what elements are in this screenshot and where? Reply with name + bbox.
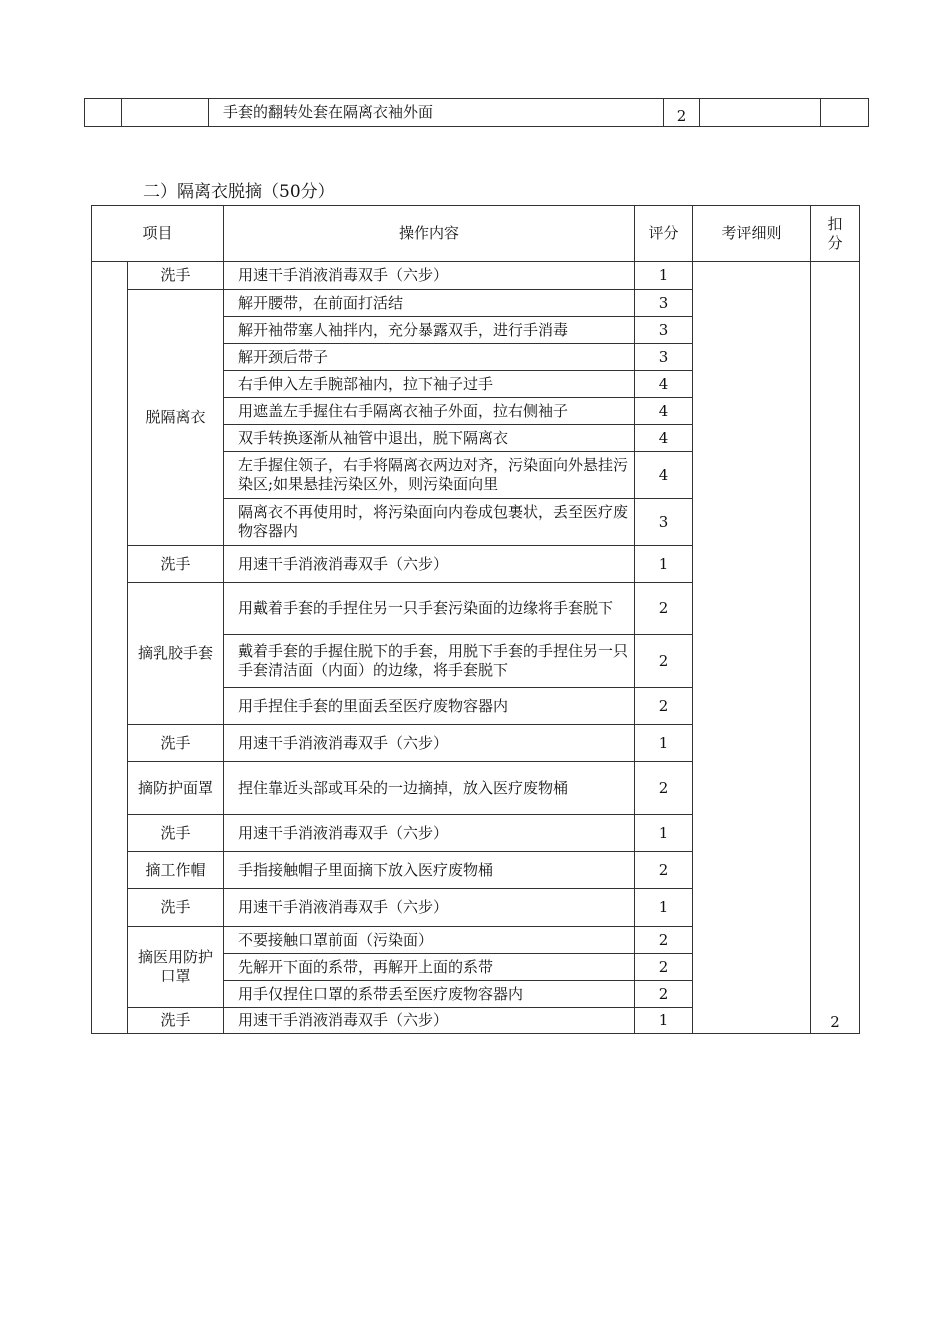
score-cell: 3	[635, 317, 693, 344]
score-cell: 1	[635, 262, 693, 290]
operation-content: 左手握住领子，右手将隔离衣两边对齐，污染面向外悬挂污染区;如果悬挂污染区外，则污染面向里	[224, 452, 635, 499]
operation-content: 右手伸入左手腕部袖内，拉下袖子过手	[224, 371, 635, 398]
item-name-cell: 摘工作帽	[128, 852, 224, 889]
operation-content: 用遮盖左手握住右手隔离衣袖子外面，拉右侧袖子	[224, 398, 635, 425]
score-cell: 2	[635, 583, 693, 635]
operation-content: 不要接触口罩前面（污染面）	[224, 927, 635, 954]
score-cell: 2	[635, 852, 693, 889]
operation-content: 用速干手消液消毒双手（六步）	[224, 815, 635, 852]
empty-cell	[122, 99, 209, 127]
empty-cell	[821, 99, 869, 127]
deduct-cell	[811, 262, 860, 1034]
operation-content: 用速干手消液消毒双手（六步）	[224, 546, 635, 583]
score-cell: 2	[635, 981, 693, 1008]
operation-content: 手指接触帽子里面摘下放入医疗废物桶	[224, 852, 635, 889]
criteria-cell	[693, 262, 811, 1034]
table-row	[92, 262, 860, 290]
operation-content: 用速干手消液消毒双手（六步）	[224, 262, 635, 290]
item-name-cell: 摘医用防护口罩	[128, 927, 224, 1008]
item-name-cell: 摘防护面罩	[128, 762, 224, 815]
score-cell: 4	[635, 398, 693, 425]
operation-content: 手套的翻转处套在隔离衣袖外面	[209, 99, 664, 127]
operation-content: 捏住靠近头部或耳朵的一边摘掉，放入医疗废物桶	[224, 762, 635, 815]
score-cell: 1	[635, 815, 693, 852]
section-title: 二）隔离衣脱摘（50分）	[143, 182, 335, 202]
item-name-cell: 洗手	[128, 546, 224, 583]
score-cell: 2	[635, 762, 693, 815]
operation-content: 用戴着手套的手捏住另一只手套污染面的边缘将手套脱下	[224, 583, 635, 635]
operation-content: 用手捏住手套的里面丢至医疗废物容器内	[224, 688, 635, 725]
operation-content: 双手转换逐渐从袖管中退出，脱下隔离衣	[224, 425, 635, 452]
item-name-cell: 洗手	[128, 815, 224, 852]
operation-content: 用速干手消液消毒双手（六步）	[224, 725, 635, 762]
score-cell: 4	[635, 452, 693, 499]
score-cell: 2	[664, 99, 700, 127]
score-cell: 1	[635, 889, 693, 927]
operation-content: 用手仅捏住口罩的系带丢至医疗废物容器内	[224, 981, 635, 1008]
operation-content: 用速干手消液消毒双手（六步）	[224, 1008, 635, 1034]
score-cell: 3	[635, 344, 693, 371]
score-cell: 1	[635, 546, 693, 583]
header-deduct: 扣分	[811, 206, 860, 262]
score-cell: 2	[635, 927, 693, 954]
operation-content: 用速干手消液消毒双手（六步）	[224, 889, 635, 927]
empty-cell	[700, 99, 821, 127]
header-score: 评分	[635, 206, 693, 262]
operation-content: 解开腰带，在前面打活结	[224, 290, 635, 317]
empty-cell	[85, 99, 122, 127]
score-cell: 2	[635, 688, 693, 725]
header-content: 操作内容	[224, 206, 635, 262]
score-cell: 1	[635, 1008, 693, 1034]
score-cell: 2	[635, 635, 693, 688]
item-name-cell: 脱隔离衣	[128, 290, 224, 546]
blank-column-cell	[92, 262, 128, 1034]
score-cell: 1	[635, 725, 693, 762]
deduct-value: 2	[830, 1013, 840, 1031]
score-cell: 3	[635, 290, 693, 317]
item-name-cell: 洗手	[128, 262, 224, 290]
item-name-cell: 洗手	[128, 725, 224, 762]
item-name-cell: 摘乳胶手套	[128, 583, 224, 725]
item-name-cell: 洗手	[128, 889, 224, 927]
previous-section-table	[84, 98, 869, 127]
score-cell: 4	[635, 371, 693, 398]
item-name-cell: 洗手	[128, 1008, 224, 1034]
operation-content: 戴着手套的手握住脱下的手套，用脱下手套的手捏住另一只手套清洁面（内面）的边缘，将手套脱下	[224, 635, 635, 688]
header-criteria: 考评细则	[693, 206, 811, 262]
operation-content: 解开袖带塞人袖拌内，充分暴露双手，进行手消毒	[224, 317, 635, 344]
table-row	[85, 99, 869, 127]
gown-removal-table	[91, 205, 860, 1034]
score-cell: 4	[635, 425, 693, 452]
score-cell: 2	[635, 954, 693, 981]
operation-content: 隔离衣不再使用时，将污染面向内卷成包裹状，丢至医疗废物容器内	[224, 499, 635, 546]
header-item: 项目	[92, 206, 224, 262]
table-header-row	[92, 206, 860, 262]
operation-content: 解开颈后带子	[224, 344, 635, 371]
score-cell: 3	[635, 499, 693, 546]
operation-content: 先解开下面的系带，再解开上面的系带	[224, 954, 635, 981]
